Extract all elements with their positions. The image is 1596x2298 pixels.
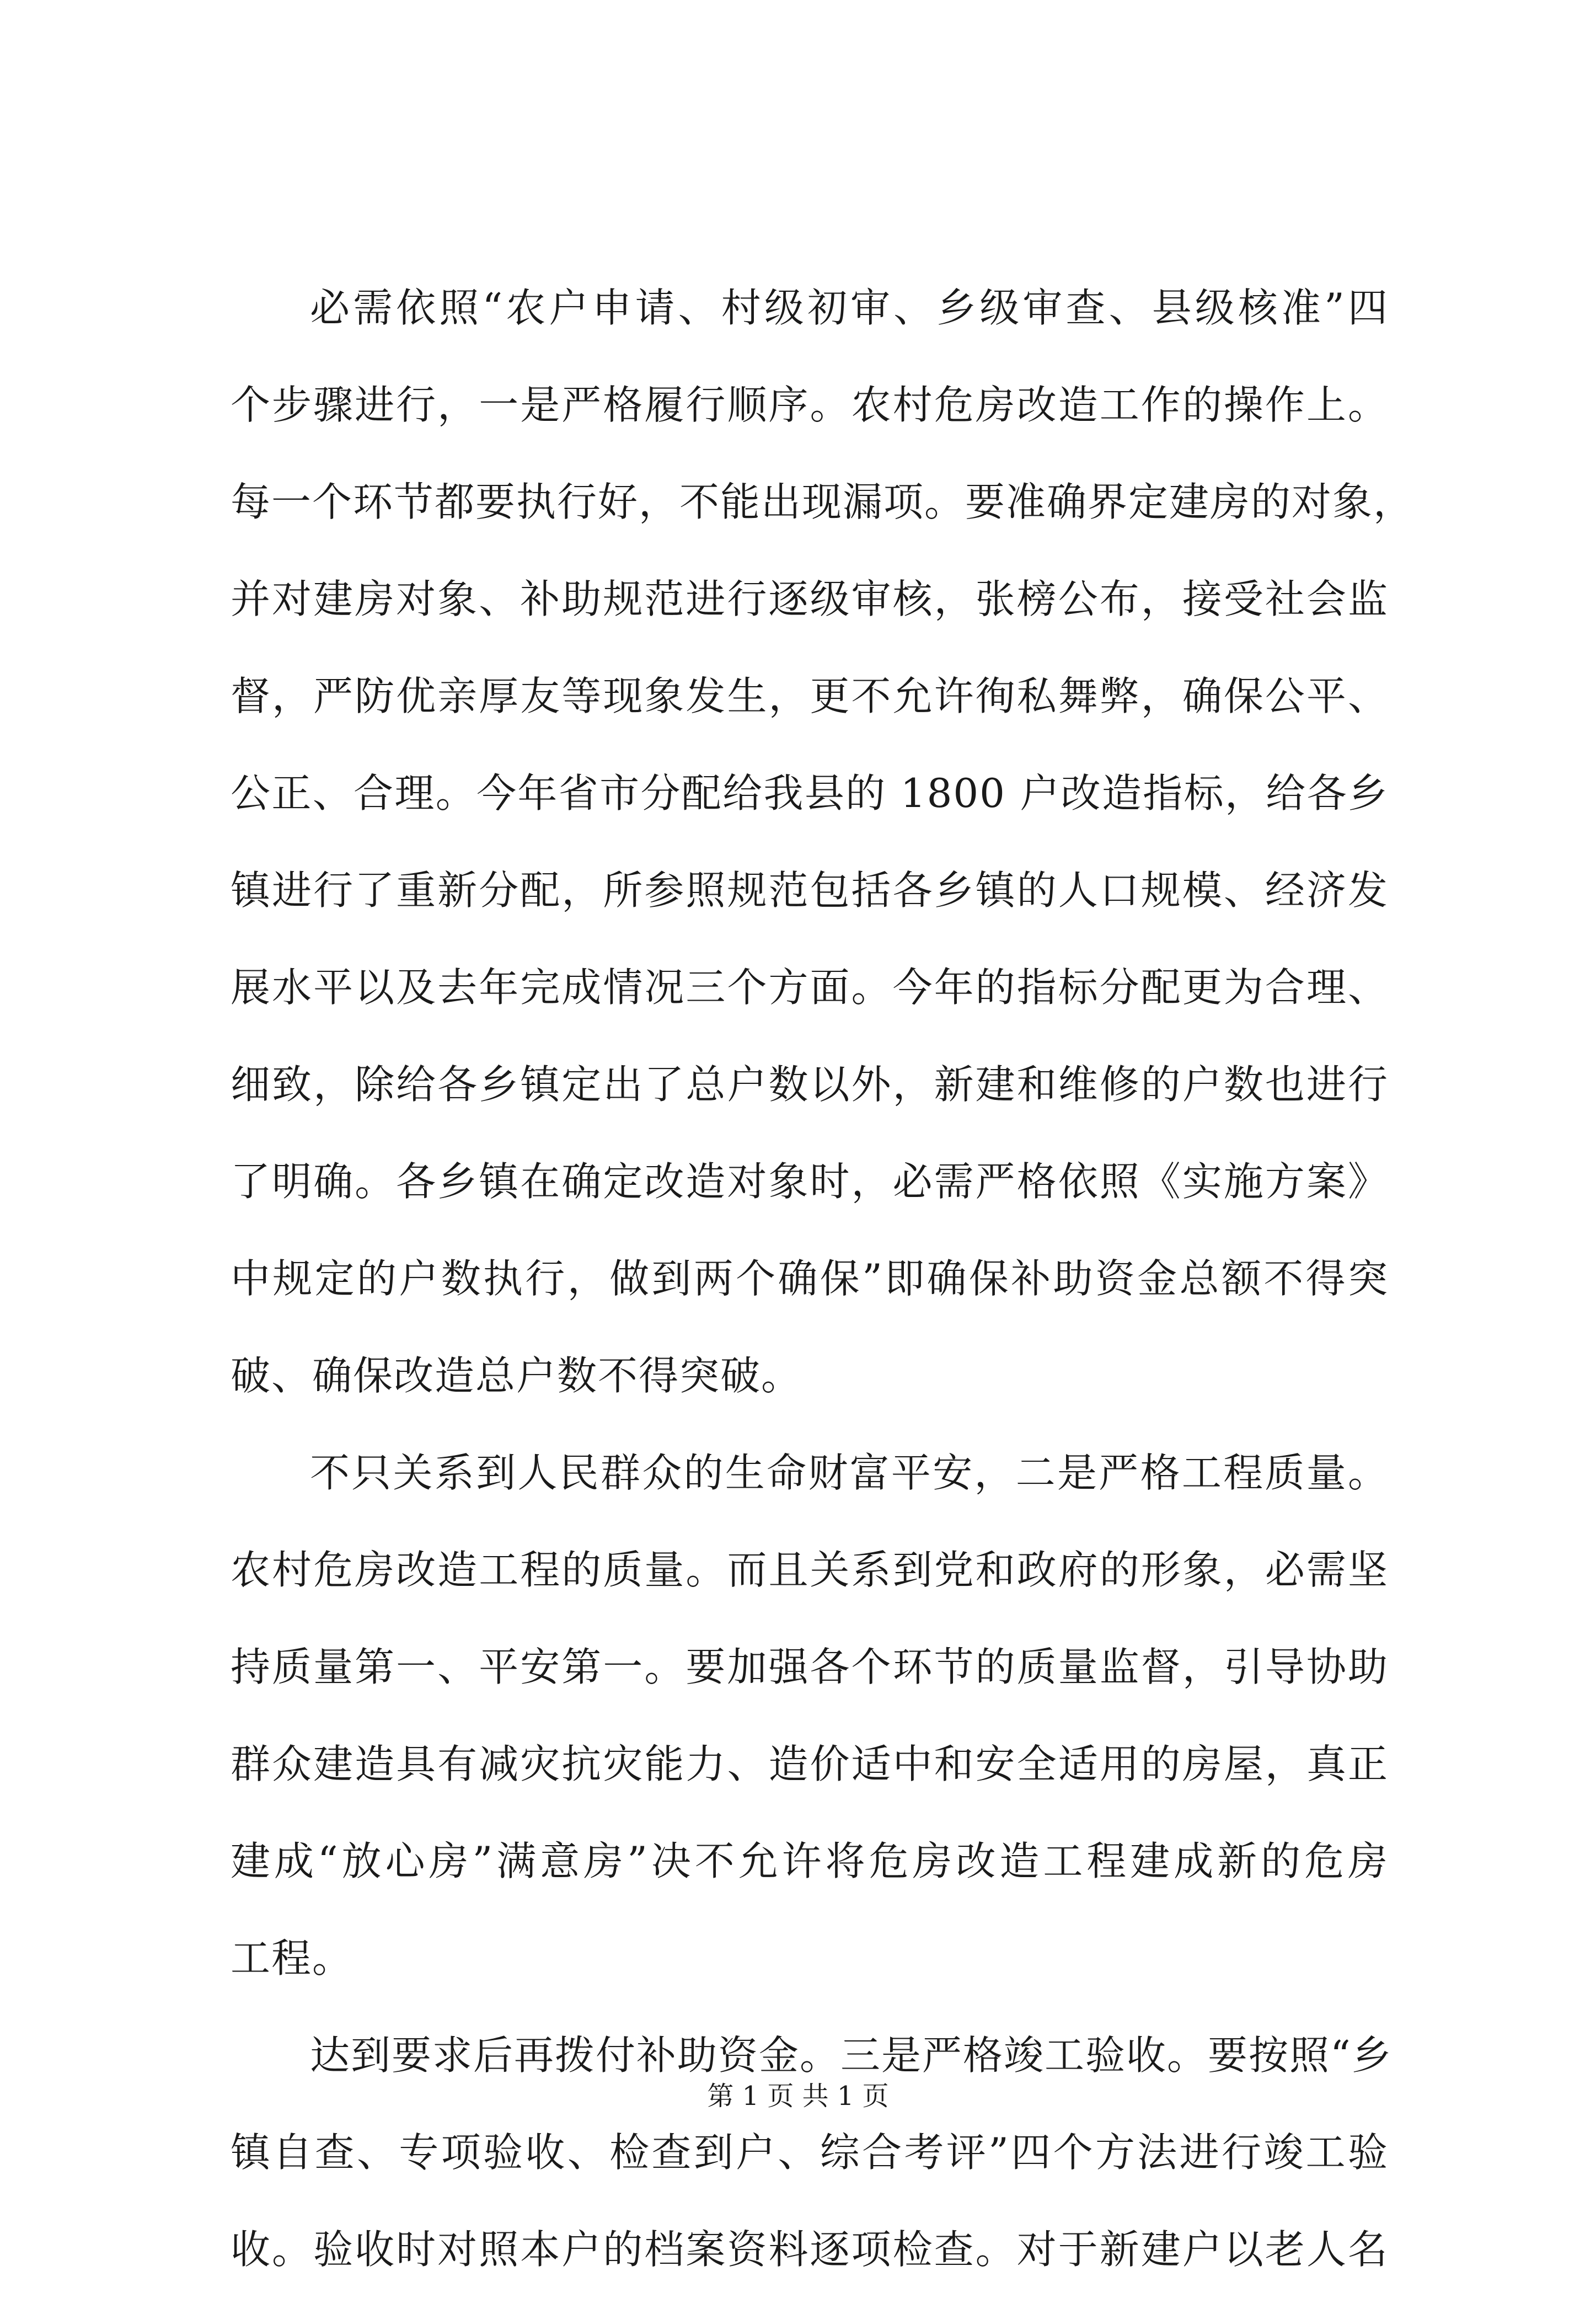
text-line: 中规定的户数执行，做到两个确保”即确保补助资金总额不得突 <box>231 1255 1389 1302</box>
text-line: 收。验收时对照本户的档案资料逐项检查。对于新建户以老人名 <box>231 2226 1389 2273</box>
document-body <box>231 259 1415 2298</box>
text-line: 持质量第一、平安第一。要加强各个环节的质量监督，引导协助 <box>231 1644 1389 1690</box>
paragraph-3 <box>231 2007 1393 2298</box>
text-line: 并对建房对象、补助规范进行逐级审核，张榜公布，接受社会监 <box>231 576 1389 622</box>
text-line: 必需依照“农户申请、村级初审、乡级审查、县级核准”四 <box>310 285 1389 331</box>
text-line: 个步骤进行，一是严格履行顺序。农村危房改造工作的操作上。 <box>231 382 1389 428</box>
text-line: 公正、合理。今年省市分配给我县的 1800 户改造指标，给各乡 <box>231 770 1389 816</box>
page-number-label: 第 1 页 共 1 页 <box>707 2081 889 2112</box>
text-line: 细致，除给各乡镇定出了总户数以外，新建和维修的户数也进行 <box>231 1061 1389 1108</box>
paragraph-1 <box>231 259 1415 1424</box>
text-line: 破、确保改造总户数不得突破。 <box>231 1353 802 1399</box>
text-line: 达到要求后再拨付补助资金。三是严格竣工验收。要按照“乡 <box>310 2032 1393 2078</box>
page-footer <box>0 2080 1596 2113</box>
text-line: 农村危房改造工程的质量。而且关系到党和政府的形象，必需坚 <box>231 1547 1389 1593</box>
paragraph-2 <box>231 1424 1389 2007</box>
text-line: 镇自查、专项验收、检查到户、综合考评”四个方法进行竣工验 <box>231 2129 1389 2176</box>
text-line: 了明确。各乡镇在确定改造对象时，必需严格依照《实施方案》 <box>231 1158 1389 1205</box>
text-line: 群众建造具有减灾抗灾能力、造价适中和安全适用的房屋，真正 <box>231 1741 1389 1787</box>
text-line: 镇进行了重新分配，所参照规范包括各乡镇的人口规模、经济发 <box>231 867 1389 913</box>
text-line: 不只关系到人民群众的生命财富平安，二是严格工程质量。 <box>310 1450 1389 1496</box>
text-line: 工程。 <box>231 1935 354 1981</box>
text-line: 督，严防优亲厚友等现象发生，更不允许徇私舞弊，确保公平、 <box>231 673 1389 719</box>
text-line: 建成“放心房”满意房”决不允许将危房改造工程建成新的危房 <box>231 1838 1389 1884</box>
text-line: 每一个环节都要执行好，不能出现漏项。要准确界定建房的对象， <box>231 479 1415 525</box>
text-line: 展水平以及去年完成情况三个方面。今年的指标分配更为合理、 <box>231 964 1389 1011</box>
